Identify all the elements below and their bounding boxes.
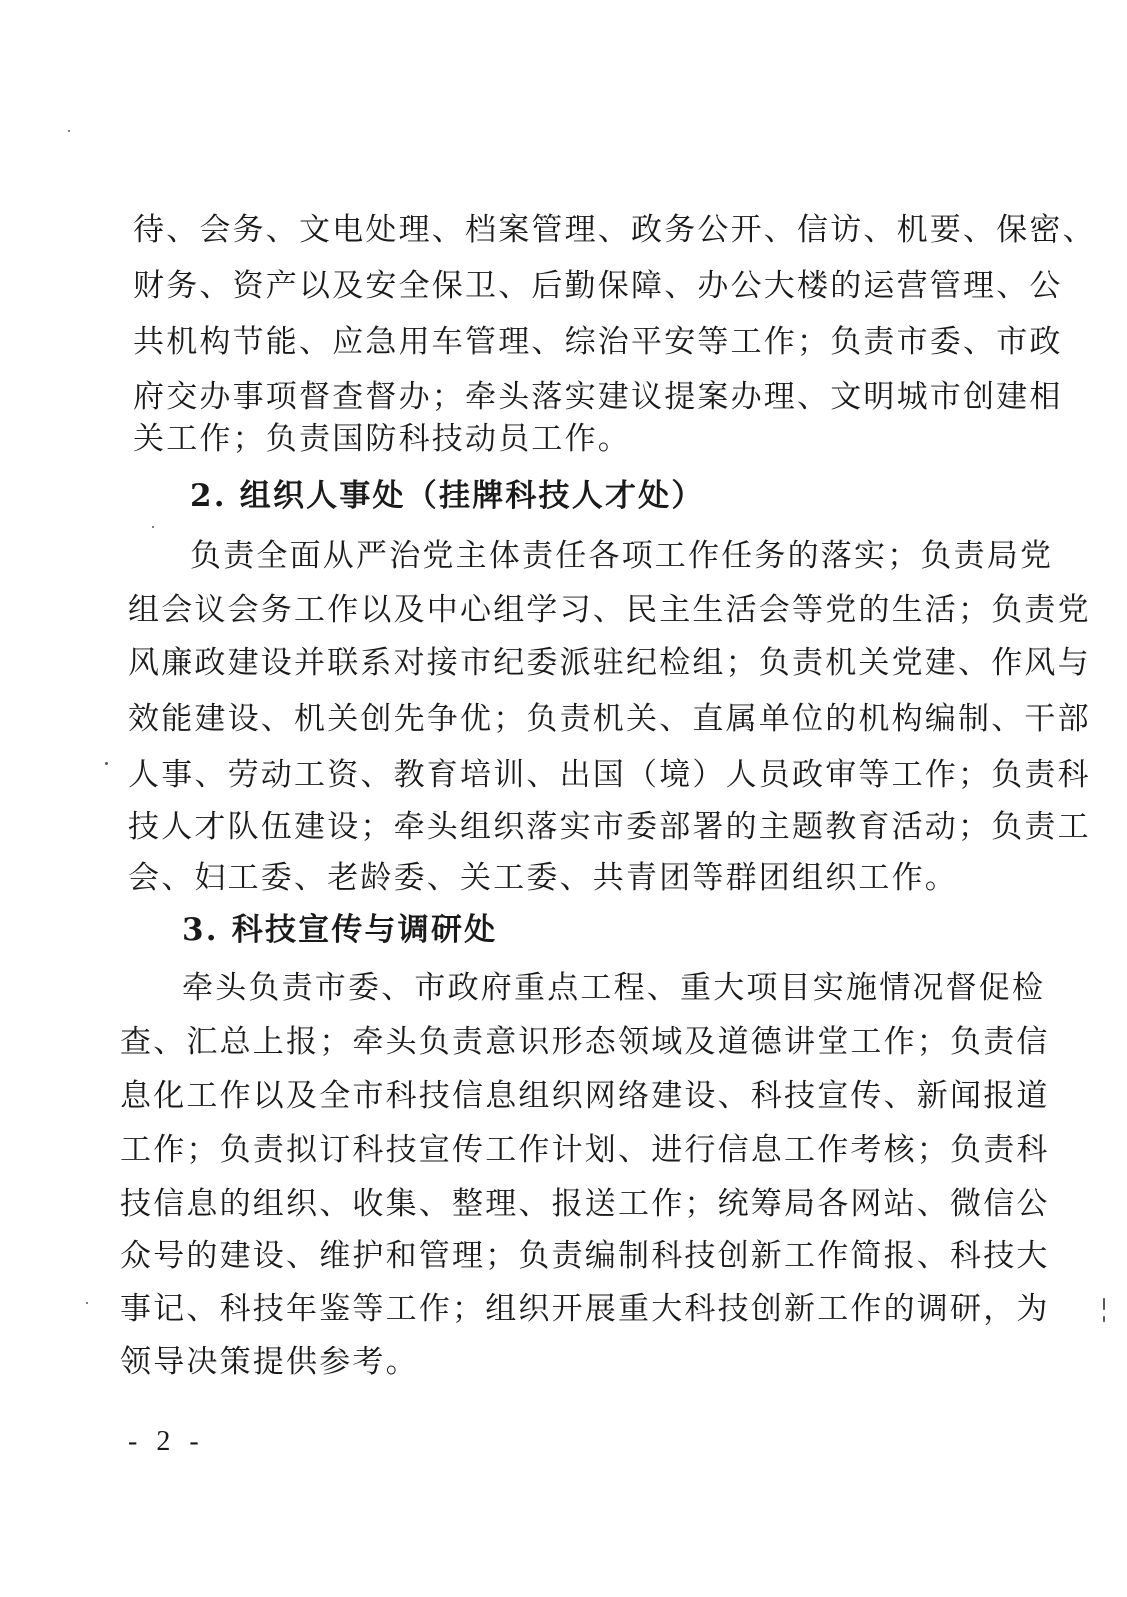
paragraph-line: 效能建设、机关创先争优；负责机关、直属单位的机构编制、干部	[128, 701, 1091, 737]
paragraph-line: 技信息的组织、收集、整理、报送工作；统筹局各网站、微信公	[120, 1186, 1050, 1222]
paragraph-line: 领导决策提供参考。	[120, 1344, 419, 1380]
scan-speck	[152, 526, 154, 528]
scan-speck	[86, 1302, 88, 1304]
paragraph-line: 技人才队伍建设；牵头组织落实市委部署的主题教育活动；负责工	[128, 809, 1091, 845]
paragraph-line: 组会议会务工作以及中心组学习、民主生活会等党的生活；负责党	[128, 592, 1091, 628]
paragraph-line: 息化工作以及全市科技信息组织网络建设、科技宣传、新闻报道	[120, 1078, 1050, 1114]
paragraph-line: 府交办事项督查督办；牵头落实建议提案办理、文明城市创建相	[133, 379, 1063, 415]
section-heading-publicity: 3. 科技宣传与调研处	[182, 912, 498, 948]
paragraph-line: 牵头负责市委、市政府重点工程、重大项目实施情况督促检	[182, 970, 1046, 1006]
paragraph-line: 待、会务、文电处理、档案管理、政务公开、信访、机要、保密、	[133, 212, 1096, 248]
paragraph-line: 会、妇工委、老龄委、关工委、共青团等群团组织工作。	[128, 860, 958, 896]
page-number: - 2 -	[128, 1426, 205, 1457]
scan-speck	[68, 130, 70, 132]
paragraph-line: 查、汇总上报；牵头负责意识形态领域及道德讲堂工作；负责信	[120, 1024, 1050, 1060]
paragraph-line: 众号的建设、维护和管理；负责编制科技创新工作简报、科技大	[120, 1238, 1050, 1274]
paragraph-line: 财务、资产以及安全保卫、后勤保障、办公大楼的运营管理、公	[133, 268, 1063, 304]
section-heading-organization: 2. 组织人事处（挂牌科技人才处）	[190, 478, 705, 514]
scan-speck	[1103, 1298, 1105, 1310]
paragraph-line: 共机构节能、应急用车管理、综治平安等工作；负责市委、市政	[133, 324, 1063, 360]
scan-speck	[1103, 1316, 1105, 1322]
scan-speck	[105, 762, 108, 765]
paragraph-line: 工作；负责拟订科技宣传工作计划、进行信息工作考核；负责科	[120, 1132, 1050, 1168]
paragraph-line: 事记、科技年鉴等工作；组织开展重大科技创新工作的调研，为	[120, 1291, 1050, 1327]
paragraph-line: 关工作；负责国防科技动员工作。	[133, 421, 631, 457]
paragraph-line: 风廉政建设并联系对接市纪委派驻纪检组；负责机关党建、作风与	[128, 645, 1091, 681]
paragraph-line: 负责全面从严治党主体责任各项工作任务的落实；负责局党	[190, 538, 1054, 574]
paragraph-line: 人事、劳动工资、教育培训、出国（境）人员政审等工作；负责科	[128, 757, 1091, 793]
